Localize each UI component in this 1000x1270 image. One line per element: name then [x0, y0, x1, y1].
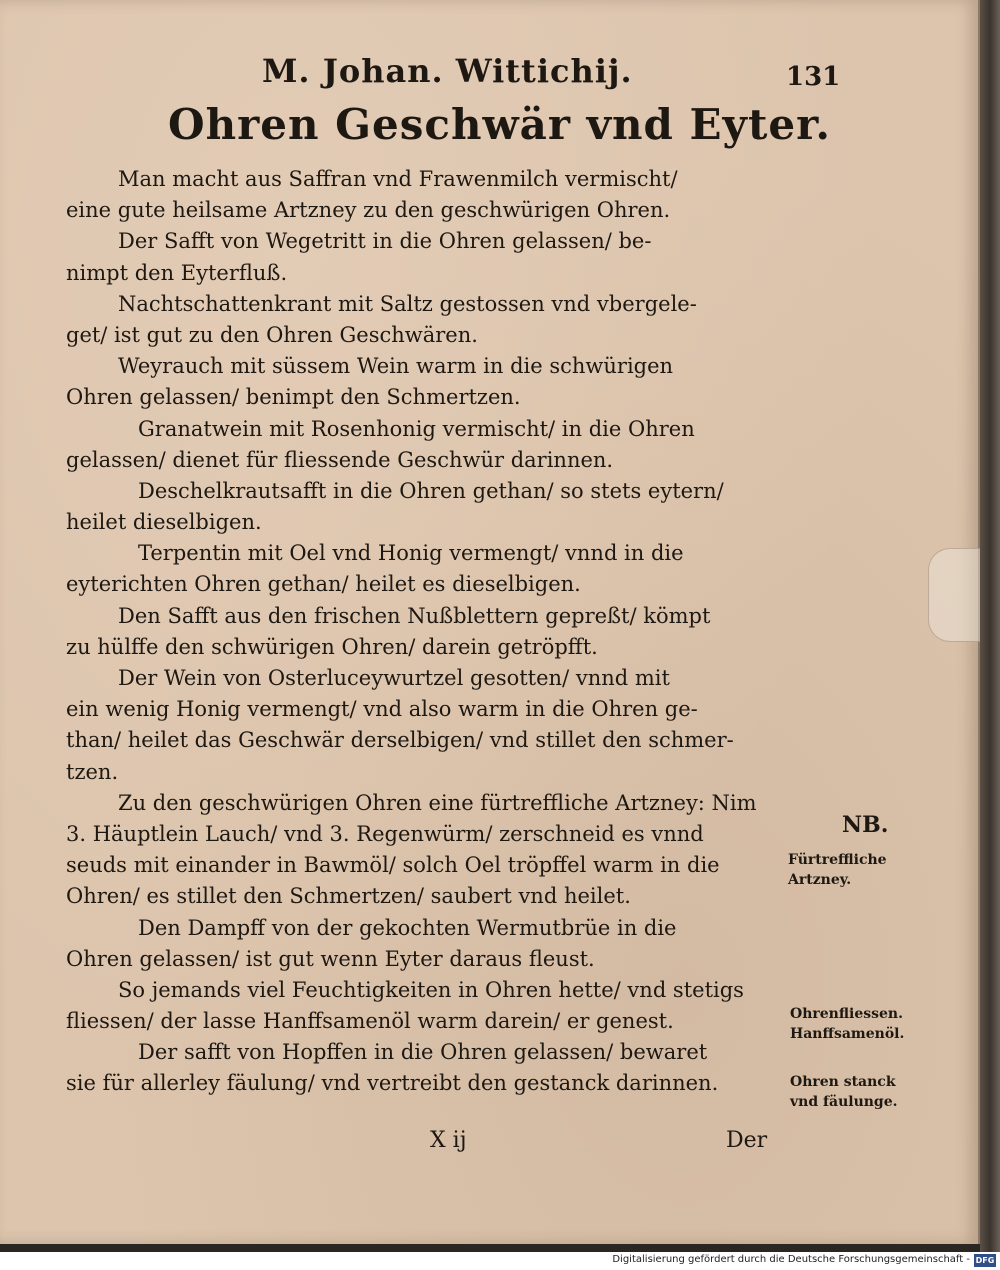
- text-line: Weyrauch mit süssem Wein warm in die schwürigen: [118, 354, 674, 379]
- text-line: Terpentin mit Oel vnd Honig vermengt/ vnnd in die: [138, 541, 684, 566]
- margin-note-line: Fürtreffliche: [788, 852, 887, 868]
- margin-note-line: vnd fäulunge.: [790, 1094, 898, 1110]
- dfg-logo: DFG: [975, 1256, 995, 1265]
- signature-mark: X ij: [430, 1128, 467, 1153]
- text-line: eyterichten Ohren gethan/ heilet es dieselbigen.: [66, 572, 581, 597]
- text-line: Der Wein von Osterluceywurtzel gesotten/ vnnd mit: [118, 666, 670, 690]
- text-line: than/ heilet das Geschwär derselbigen/ vnd stillet den schmer-: [66, 728, 734, 753]
- digitization-credit: Digitalisierung gefördert durch die Deutsche Forschungsgemeinschaft -: [612, 1254, 970, 1265]
- text-line: Ohren gelassen/ benimpt den Schmertzen.: [66, 385, 521, 410]
- text-line: Zu den geschwürigen Ohren eine fürtreffliche Artzney: Nim: [118, 790, 757, 815]
- text-line: Ohren gelassen/ ist gut wenn Eyter daraus fleust.: [66, 946, 595, 971]
- page-number: 131: [786, 62, 841, 92]
- text-line: tzen.: [66, 759, 119, 784]
- margin-note-line: Ohren stanck: [790, 1074, 896, 1090]
- text-line: Der Safft von Wegetritt in die Ohren gelassen/ be-: [118, 229, 652, 254]
- text-line: Den Dampff von der gekochten Wermutbrüe in die: [138, 915, 677, 940]
- text-line: Deschelkrautsafft in die Ohren gethan/ so stets eytern/: [138, 478, 724, 503]
- text-line: zu hülffe den schwürigen Ohren/ darein getröpfft.: [66, 634, 598, 659]
- margin-note-line: Hanffsamenöl.: [790, 1026, 905, 1042]
- text-line: Der safft von Hopffen in die Ohren gelassen/ bewaret: [138, 1040, 708, 1065]
- text-line: Den Safft aus den frischen Nußblettern gepreßt/ kömpt: [118, 603, 711, 628]
- margin-note-fuertreffliche: [788, 850, 887, 890]
- text-line: Man macht aus Saffran vnd Frawenmilch vermischt/: [118, 167, 678, 191]
- text-line: heilet dieselbigen.: [66, 510, 262, 535]
- margin-note-line: Artzney.: [788, 872, 852, 888]
- text-line: Ohren/ es stillet den Schmertzen/ saubert vnd heilet.: [66, 884, 631, 909]
- text-line: Granatwein mit Rosenhonig vermischt/ in die Ohren: [138, 416, 695, 441]
- margin-note-ohrenstanck: [790, 1072, 898, 1112]
- margin-note-nb: NB.: [842, 812, 889, 838]
- text-line: Nachtschattenkrant mit Saltz gestossen vnd vbergele-: [118, 291, 697, 316]
- text-line: ein wenig Honig vermengt/ vnd also warm in die Ohren ge-: [66, 697, 698, 722]
- margin-note-line: Ohrenfliessen.: [790, 1006, 903, 1022]
- body-text: [66, 164, 786, 1100]
- text-line: So jemands viel Feuchtigkeiten in Ohren hette/ vnd stetigs: [118, 977, 744, 1002]
- text-line: seuds mit einander in Bawmöl/ solch Oel tröpffel warm in die: [66, 853, 720, 878]
- page-title: Ohren Geschwär vnd Eyter.: [168, 100, 831, 149]
- text-line: sie für allerley fäulung/ vnd vertreibt den gestanck darinnen.: [66, 1071, 719, 1096]
- text-line: fliessen/ der lasse Hanffsamenöl warm darein/ er genest.: [66, 1009, 674, 1034]
- running-head: M. Johan. Wittichij.: [262, 52, 633, 90]
- text-line: nimpt den Eyterfluß.: [66, 260, 288, 285]
- catchword: Der: [726, 1128, 768, 1153]
- text-line: gelassen/ dienet für fliessende Geschwür darinnen.: [66, 447, 614, 472]
- book-edge: [980, 0, 1000, 1252]
- text-line: get/ ist gut zu den Ohren Geschwären.: [66, 322, 478, 347]
- margin-note-ohrenfliessen: [790, 1004, 904, 1044]
- text-line: eine gute heilsame Artzney zu den geschwürigen Ohren.: [66, 198, 671, 223]
- text-line: 3. Häuptlein Lauch/ vnd 3. Regenwürm/ zerschneid es vnnd: [66, 821, 704, 846]
